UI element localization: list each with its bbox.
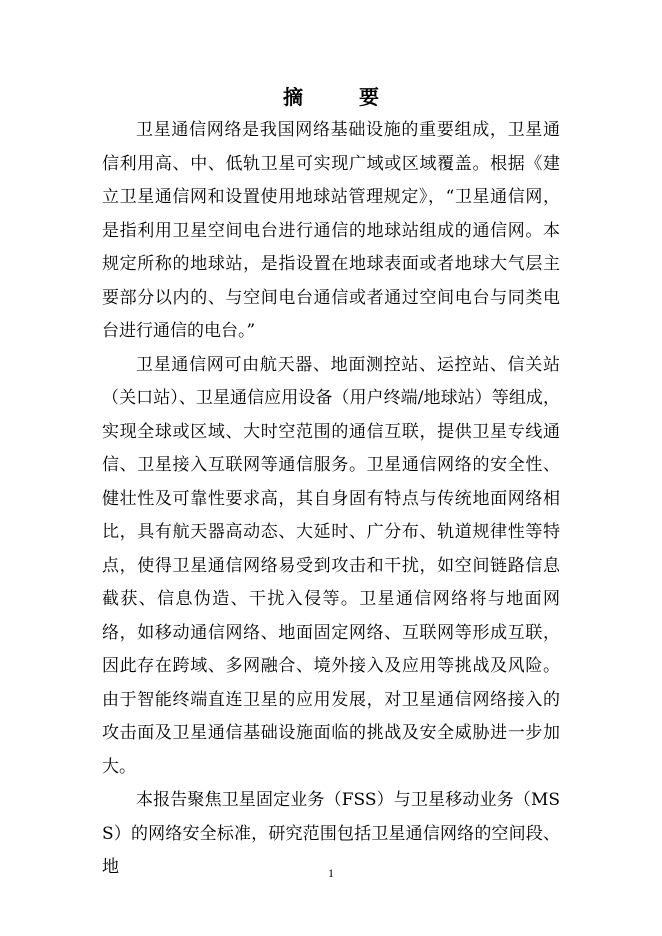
paragraph-1: 卫星通信网络是我国网络基础设施的重要组成，卫星通信利用高、中、低轨卫星可实现广域或区域覆盖。根据《建立卫星通信网和设置使用地球站管理规定》，“卫星通信网，是指利用卫星空间电台进行通信的地球站组成的通信网。本规定所称的地球站，是指设置在地球表面或者地球大气层主要部分以内的、与空间电台通信或者通过空间电台与同类电台进行通信的电台。” — [102, 120, 560, 341]
page-number: 1 — [328, 866, 334, 880]
page-title: 摘 要 — [283, 85, 397, 109]
paragraph-3: 本报告聚焦卫星固定业务（FSS）与卫星移动业务（MSS）的网络安全标准，研究范围包括卫星通信网络的空间段、地 — [102, 790, 560, 877]
paragraph-2: 卫星通信网可由航天器、地面测控站、运控站、信关站（关口站）、卫星通信应用设备（用户终端/地球站）等组成，实现全球或区域、大时空范围的通信互联，提供卫星专线通信、卫星接入互联网等通信服务。卫星通信网络的安全性、健壮性及可靠性要求高，其自身固有特点与传统地面网络相比，具有航天器高动态、大延时、广分布、轨道规律性等特点，使得卫星通信网络易受到攻击和干扰，如空间链路信息截获、信息伪造、干扰入侵等。卫星通信网络将与地面网络，如移动通信网络、地面固定网络、互联网等形成互联，因此存在跨域、多网融合、境外接入及应用等挑战及风险。由于智能终端直连卫星的应用发展，对卫星通信网络接入的攻击面及卫星通信基础设施面临的挑战及安全威胁进一步加大。 — [102, 354, 560, 777]
